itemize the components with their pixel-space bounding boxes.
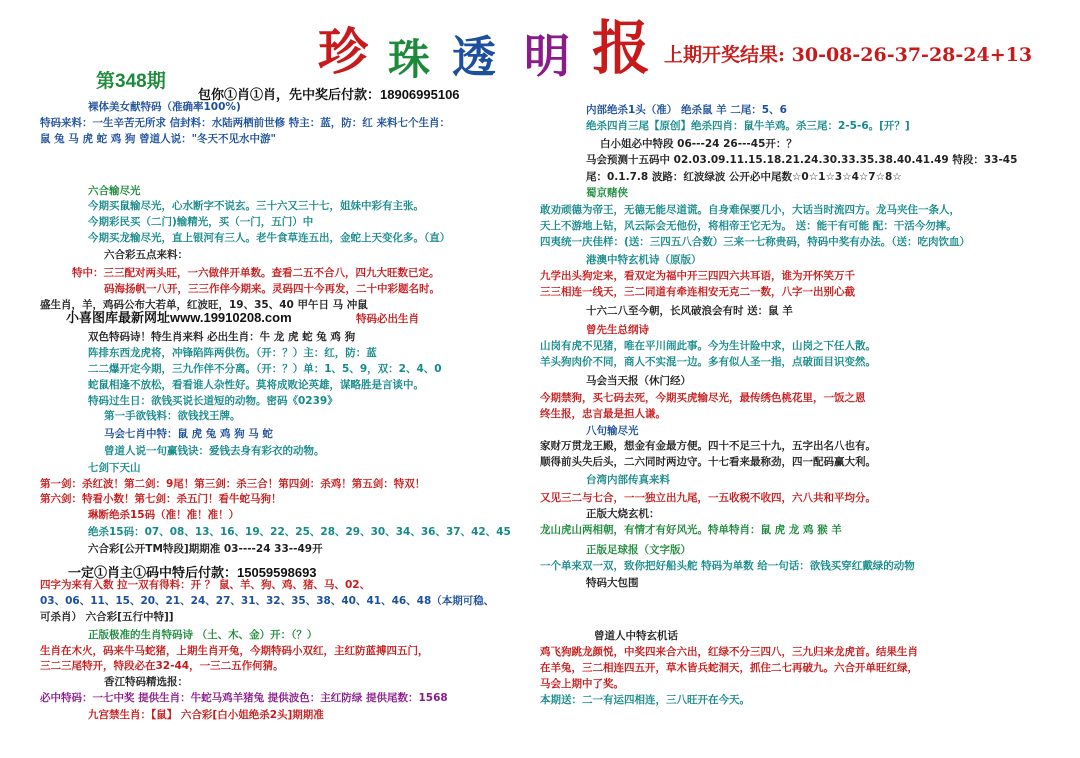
left-line: 七剑下天山 [88, 462, 141, 474]
left-line: 特码来料：一生辛苦无所求 信封料：水陆两栖前世修 特主：蓝，防：红 来料七个生肖： [40, 117, 450, 129]
left-line: 三二三尾特开，特段必在32-44，一三二五作何猜。 [40, 660, 284, 672]
left-line: 六合彩五点来料： [104, 249, 188, 261]
right-line: 家财万贯龙王殿，想金有金最方便。四十不足三十九，五字出名八也有。 [540, 440, 876, 452]
left-line: 特码过生日：欲钱买说长道短的动物。密码《0239》 [88, 395, 338, 407]
promo-top: 包你①肖①肖，先中奖后付款：18906995106 [198, 87, 460, 102]
left-line: 正版极准的生肖特码诗 （土、木、金）开：（？） [88, 629, 318, 641]
left-line: 蛇鼠相逢不放松，看看谁人杂性好。莫将成败论英雄，谋略胜是言谈中。 [88, 379, 424, 391]
left-line: 四字为来有入数 拉一双有得料：开 ？ 鼠、羊、狗、鸡、猪、马、02、 [40, 579, 371, 591]
left-line: 今期彩民买（二门)输精光，买（一门，五门）中 [88, 216, 314, 228]
left-line: 特码必出生肖 [356, 313, 419, 325]
right-line: 一个单来双一双，致你把好船头舵 特码为单数 给一句话：欲钱买穿红戴绿的动物 [540, 560, 915, 572]
left-line: 马会七肖中特：鼠 虎 兔 鸡 狗 马 蛇 [104, 428, 273, 440]
left-line: 九宫禁生肖：【鼠】 六合彩[白小姐绝杀2头]期期准 [88, 709, 324, 721]
last-result-label: 上期开奖结果: [664, 44, 786, 66]
right-line: 顺得前头失后头，二六同时两边守。十七看来最称劲，四一配码赢大利。 [540, 456, 876, 468]
right-line: 山岗有虎不见猪，唯在平川闹此事。今为生计险中求，山岗之下任人散。 [540, 340, 876, 352]
left-line: 曾道人说一句赢钱诀：爱钱去身有彩衣的动物。 [104, 445, 325, 457]
right-line: 马会预测十五码中 02.03.09.11.15.18.21.24.30.33.35.38.40.41.49 特段：33-45 [586, 154, 1018, 166]
right-line: 天上不游地上钻，风云际会无他份，将相帝王它无为。 送：能干有可能 配：干活今勿摔。 [540, 220, 957, 232]
promo-mid: 一定①肖主①码中特后付款：15059598693 [68, 565, 317, 580]
right-line: 九学出头狗定来，看双定为福中开三四四六共耳语，谁为开怀笑万千 [540, 270, 855, 282]
title-char-1: 珍 [318, 22, 368, 81]
right-line: 正版大烧玄机： [586, 508, 660, 520]
left-line: 今期买鼠输尽光，心水断字不说玄。三十六又三十七，姐妹中彩有主张。 [88, 200, 424, 212]
left-line: 琳断绝杀15码（准！准！准！） [88, 509, 240, 521]
right-line: 尾：0.1.7.8 波路：红波绿波 公开必中尾数☆0☆1☆3☆4☆7☆8☆ [586, 171, 902, 183]
right-line: 敢劝顽德为帝王，无德无能尽道谎。自身难保要几小，大话当时流四方。龙马夹住一条人， [540, 204, 960, 216]
left-line: 第一手欲钱料：欲钱找王牌。 [104, 410, 241, 422]
right-line: 十六二八至今朝，长风破浪会有时 送：鼠 羊 [586, 305, 793, 317]
right-line: 特码大包围 [586, 577, 639, 589]
left-line: 特中：三三配对两头旺，一六做伴开单数。查看二五不合八，四九大旺数已定。 [72, 267, 440, 279]
left-line: 阵排东西龙虎将，冲锋陷阵两供伤。（开：？）主：红，防：蓝 [88, 347, 377, 359]
issue-number: 第348期 [96, 71, 166, 92]
right-line: 在羊兔，三二相连四五开，草木皆兵蛇洞天，抓住二七再破九。六合开单旺红绿， [540, 662, 918, 674]
title-char-2: 珠 [388, 35, 431, 84]
left-line: 裸体美女献特码（准确率100%) [88, 101, 241, 113]
right-line: 绝杀四肖三尾【原创】绝杀四肖：鼠牛羊鸡。杀三尾：2-5-6。[开？] [586, 120, 910, 132]
right-line: 终生报，忠言最是担人谦。 [540, 408, 666, 420]
title-banner [300, 14, 660, 84]
right-line: 马会当天报（休门经） [586, 375, 691, 387]
left-line: 可杀肖） 六合彩[五行中特]] [40, 611, 174, 623]
right-line: 马会上期中了奖。 [540, 678, 624, 690]
left-line: 二二爆开定今期，三九作伴不分离。（开：？）单：1、5、9，双：2、4、0 [88, 363, 442, 375]
left-line: 生肖在木火，码来牛马蛇猪，上期生肖开兔，今期特码小双红，主红防蓝搏四五门， [40, 645, 429, 657]
left-line: 码海扬帆一八开，三三作伴今期来。灵码四十今再发，二十中彩题名时。 [104, 283, 440, 295]
right-line: 正版足球报（文字版） [586, 544, 691, 556]
right-line: 又见三二与七合，一一独立出九尾，一五收税不收四，六八共和平均分。 [540, 492, 876, 504]
title-char-4: 明 [524, 29, 570, 83]
right-line: 蜀京赌侠 [586, 187, 628, 199]
left-line: 香江特码精选报： [104, 676, 188, 688]
title-char-3: 透 [452, 32, 496, 83]
left-line: 盛生肖，羊，鸡码公布大若单，红波旺，19、35、40 甲午日 马 冲鼠 [40, 299, 368, 311]
right-line: 鸡飞狗跳龙颜悦，中奖四来合六出，红绿不分三四八，三九归来龙虎首。结果生肖 [540, 646, 918, 658]
right-line: 龙山虎山两相朝，有情才有好风光。特单特肖：鼠 虎 龙 鸡 猴 羊 [540, 524, 842, 536]
right-line: 今期禁狗，买七码去死，今期买虎输尽光，最传绣色桃花里，一饭之恩 [540, 392, 866, 404]
right-line: 八句输尽光 [586, 425, 639, 437]
right-line: 四夷统一庆佳样：(送：三四五八合数）三来一七称贵码，特码中奖有办法。（送：吃肉饮血） [540, 236, 971, 248]
left-line: 今期买龙输尽光，直上银河有三人。老牛食草连五出，金蛇上天变化多。（直） [88, 232, 451, 244]
right-line: 曾先生总纲诗 [586, 324, 649, 336]
last-result-value: 30-08-26-37-28-24+13 [791, 44, 1033, 66]
right-line: 三三相连一线天，三二同道有牵连相安无克二一数，八字一出别心截 [540, 286, 855, 298]
right-line: 台湾内部传真来料 [586, 474, 670, 486]
watermark-site: 小喜图库最新网址www.19910208.com [66, 310, 292, 325]
title-char-5: 报 [592, 14, 651, 82]
left-line: 鼠 兔 马 虎 蛇 鸡 狗 曾道人说："冬天不见水中游" [40, 133, 277, 145]
left-line: 03、06、11、15、20、21、24、27、31、32、35、38、40、41、46、48（本期可稳、 [40, 595, 495, 607]
right-line: 港澳中特玄机诗（原版） [586, 254, 702, 266]
left-line: 第六剑：特看小数！第七剑：杀五门！看牛蛇马狗！ [40, 493, 282, 505]
right-line: 白小姐必中特段 06---24 26---45开：？ [600, 138, 797, 150]
left-line: 六合输尽光 [88, 185, 141, 197]
right-line: 曾道人中特玄机话 [594, 630, 678, 642]
left-line: 双色特码诗！特生肖来料 必出生肖：牛 龙 虎 蛇 兔 鸡 狗 [88, 331, 356, 343]
left-line: 六合彩[公开TM特段]期期准 03----24 33--49开 [88, 543, 323, 555]
left-line: 必中特码：一七中奖 提供生肖：牛蛇马鸡羊猪兔 提供波色：主红防绿 提供尾数：1568 [40, 692, 448, 704]
left-line: 第一剑：杀红波！第二剑：9尾！第三剑：杀三合！第四剑：杀鸡！第五剑：特双！ [40, 478, 426, 490]
left-line: 绝杀15码：07、08、13、16、19、22、25、28、29、30、34、36、37、42、45 [88, 526, 511, 538]
right-line: 内部绝杀1头（准） 绝杀鼠 羊 二尾：5、6 [586, 104, 787, 116]
right-line: 羊头狗肉价不同，商人不实混一边。多有似人圣一指，点破面目识变然。 [540, 356, 876, 368]
right-line: 本期送：二一有运四相连，三八旺开在今天。 [540, 694, 750, 706]
last-result [664, 40, 1032, 67]
